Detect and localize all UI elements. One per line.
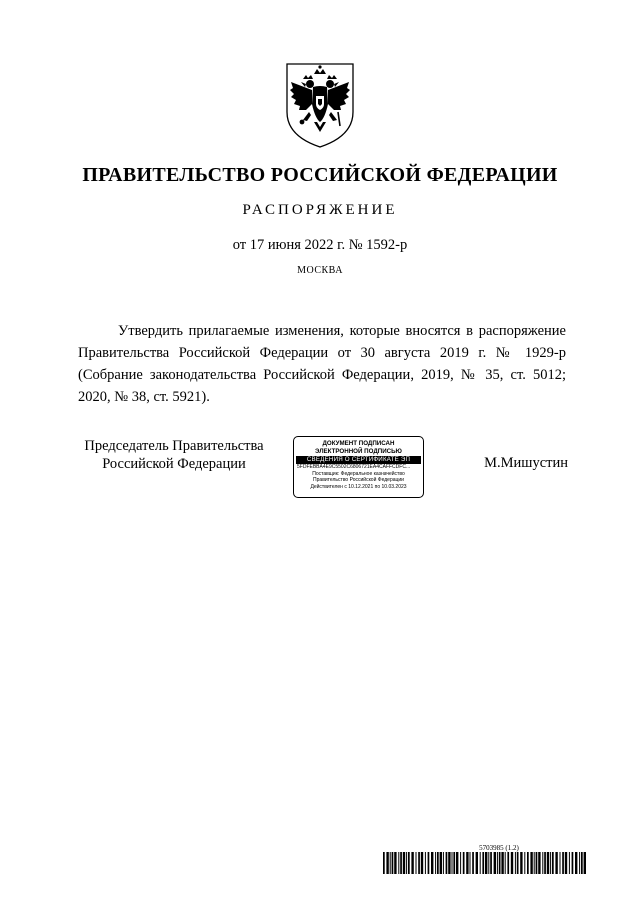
signatory-name: М.Мишустин <box>484 455 568 471</box>
stamp-line2: ЭЛЕКТРОННОЙ ПОДПИСЬЮ <box>315 447 402 455</box>
signatory-position-line2: Российской Федерации <box>102 456 246 472</box>
stamp-issuer-line1: Поставщик: Федеральное казначейство <box>312 470 405 477</box>
document-type: РАСПОРЯЖЕНИЕ <box>242 202 398 218</box>
page-title: ПРАВИТЕЛЬСТВО РОССИЙСКОЙ ФЕДЕРАЦИИ <box>82 164 558 186</box>
electronic-signature-stamp <box>293 436 424 498</box>
signatory-position <box>74 437 274 473</box>
stamp-serial: 5FDFEBBA4E9C5502C6806721EA4CAFFCDFC... <box>297 464 411 470</box>
document-city: МОСКВА <box>297 265 343 276</box>
body-paragraph: Утвердить прилагаемые изменения, которые вносятся в распоряжение Правительства Российской Федерации от 30 августа 2019 г. № 1929-р (Собрание законодательства Российской Федерации, 2019, № 35, ст. 5012; 2020, № 38, ст. 5921). <box>78 323 566 405</box>
stamp-line1: ДОКУМЕНТ ПОДПИСАН <box>322 440 395 447</box>
stamp-validity: Действителен с 10.12.2021 по 10.03.2023 <box>310 483 407 490</box>
signatory-position-line1: Председатель Правительства <box>84 438 264 454</box>
stamp-heading <box>294 440 423 455</box>
barcode-number: 5703985 (1.2) <box>479 844 519 852</box>
document-date-number: от 17 июня 2022 г. № 1592-р <box>232 237 408 253</box>
barcode-icon <box>383 852 587 874</box>
stamp-issuer-line2: Правительство Российской Федерации <box>313 477 404 484</box>
stamp-certificate-bar: СВЕДЕНИЯ О СЕРТИФИКАТЕ ЭП <box>296 456 421 464</box>
russian-coat-of-arms-icon <box>281 60 359 150</box>
